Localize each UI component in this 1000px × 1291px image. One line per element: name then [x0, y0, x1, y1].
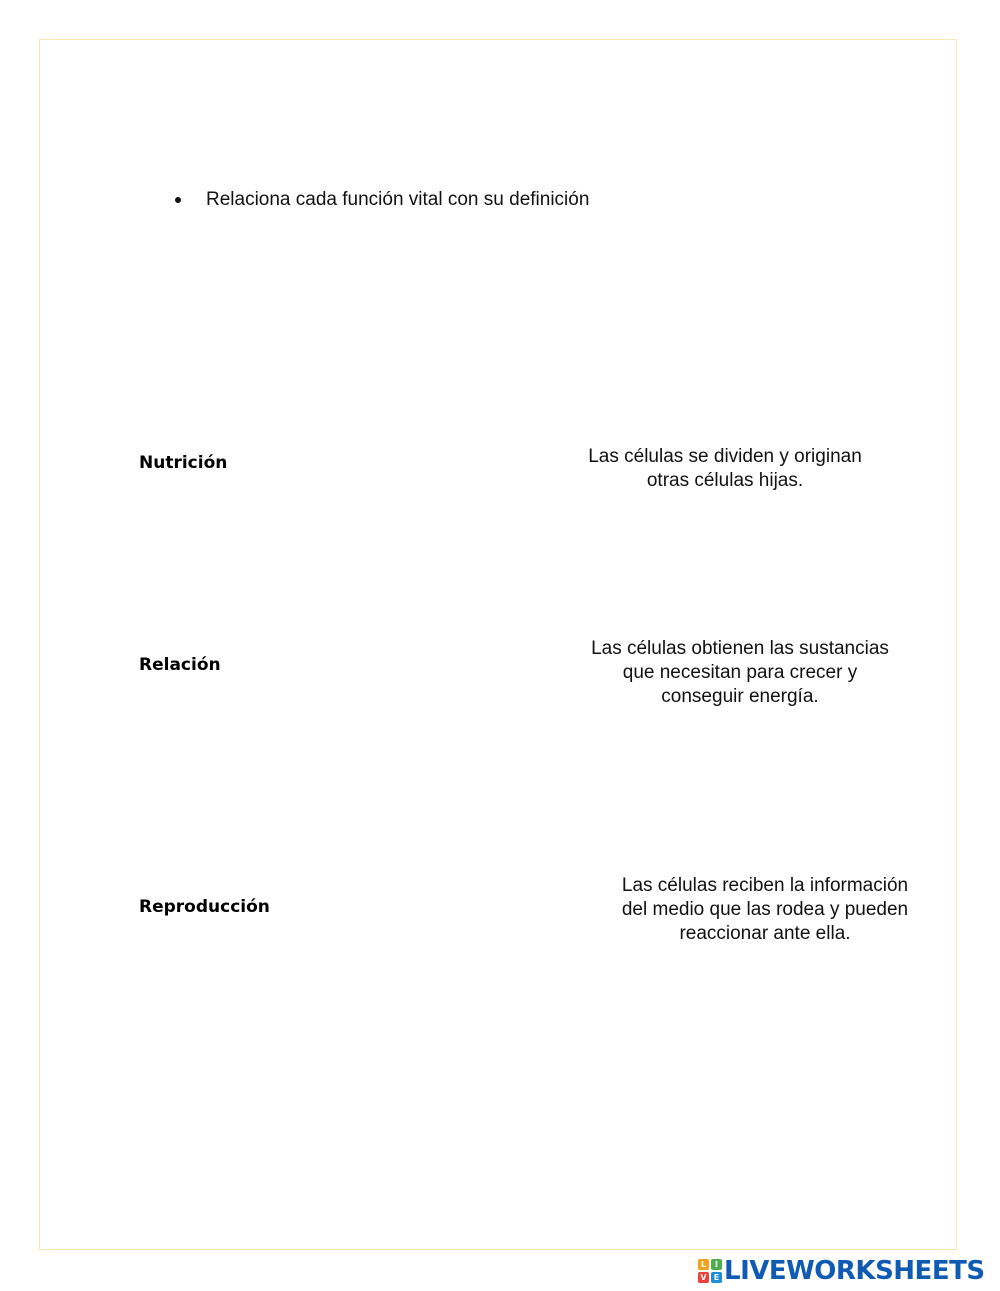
logo-text: LIVEWORKSHEETS [724, 1256, 985, 1286]
term-nutricion[interactable]: Nutrición [139, 453, 228, 473]
definition-1[interactable]: Las células se dividen y originan otras células hijas. [588, 446, 862, 491]
term-reproduccion[interactable]: Reproducción [139, 897, 270, 917]
logo-mark-letter: L [698, 1259, 709, 1270]
logo-mark-letter: I [711, 1259, 722, 1270]
definition-2[interactable]: Las células obtienen las sustancias que necesitan para crecer y conseguir energía. [591, 638, 889, 707]
liveworksheets-logo [698, 1256, 985, 1286]
definition-3[interactable]: Las células reciben la información del medio que las rodea y pueden reaccionar ante ella. [621, 875, 909, 944]
term-relacion[interactable]: Relación [139, 655, 221, 675]
logo-mark-icon [698, 1259, 722, 1283]
bullet-icon [175, 197, 181, 203]
logo-mark-letter: V [698, 1272, 709, 1283]
instruction-text: Relaciona cada función vital con su definición [206, 189, 590, 210]
instruction [175, 189, 589, 211]
logo-mark-letter: E [711, 1272, 722, 1283]
